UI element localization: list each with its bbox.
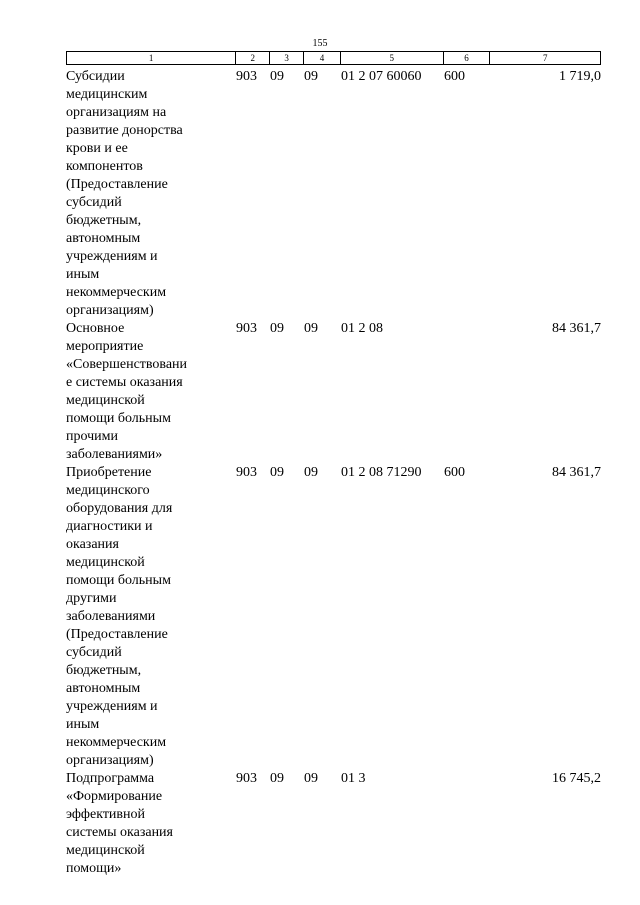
column-header-5: 5 [341, 52, 444, 64]
column-header-7: 7 [542, 53, 548, 63]
section-code: 09 [270, 69, 284, 84]
description-line: развитие донорства [66, 123, 183, 138]
description-line: системы оказания [66, 825, 173, 840]
description-line: помощи больным [66, 573, 171, 588]
target-article: 01 3 [341, 771, 366, 786]
description-line: помощи» [66, 861, 122, 876]
page-number: 155 [312, 38, 328, 49]
column-header-2: 2 [236, 52, 270, 64]
description-line: прочими [66, 429, 119, 444]
column-header-1: 1 [67, 52, 236, 64]
description-line: медицинским [66, 87, 148, 102]
column-header-4: 4 [304, 52, 341, 64]
ministry-code: 903 [236, 69, 257, 84]
description-line: заболеваниями» [66, 447, 163, 462]
table-row [66, 320, 601, 464]
description-line: организациям на [66, 105, 167, 120]
row-description [66, 464, 236, 770]
column-header-3: 3 [270, 52, 304, 64]
description-line: «Совершенствовани [66, 357, 188, 372]
description-line: некоммерческим [66, 735, 167, 750]
ministry-code: 903 [236, 465, 257, 480]
description-line: заболеваниями [66, 609, 156, 624]
description-line: медицинского [66, 483, 150, 498]
description-line: (Предоставление [66, 177, 168, 192]
description-line: компонентов [66, 159, 143, 174]
description-line: Подпрограмма [66, 771, 155, 786]
amount: 16 745,2 [552, 771, 601, 786]
section-code: 09 [270, 771, 284, 786]
description-line: автономным [66, 231, 141, 246]
amount: 1 719,0 [559, 69, 601, 84]
description-line: Приобретение [66, 465, 152, 480]
amount: 84 361,7 [552, 321, 601, 336]
description-line: организациям) [66, 753, 154, 768]
ministry-code: 903 [236, 321, 257, 336]
description-line: медицинской [66, 393, 145, 408]
description-line: оказания [66, 537, 119, 552]
description-line: некоммерческим [66, 285, 167, 300]
section-code: 09 [270, 465, 284, 480]
expense-type: 600 [444, 465, 465, 480]
ministry-code: 903 [236, 771, 257, 786]
row-description [66, 68, 236, 320]
subsection-code: 09 [304, 465, 318, 480]
subsection-code: 09 [304, 69, 318, 84]
description-line: бюджетным, [66, 663, 142, 678]
table-row [66, 68, 601, 320]
description-line: Субсидии [66, 69, 125, 84]
description-line: е системы оказания [66, 375, 183, 390]
row-description [66, 770, 236, 878]
description-line: диагностики и [66, 519, 153, 534]
description-line: субсидий [66, 195, 122, 210]
column-header-6: 6 [444, 52, 491, 64]
description-line: организациям) [66, 303, 154, 318]
subsection-code: 09 [304, 321, 318, 336]
description-line: (Предоставление [66, 627, 168, 642]
description-line: иным [66, 267, 100, 282]
target-article: 01 2 08 [341, 321, 383, 336]
description-line: медицинской [66, 843, 145, 858]
description-line: бюджетным, [66, 213, 142, 228]
description-line: другими [66, 591, 117, 606]
description-line: помощи больным [66, 411, 171, 426]
description-line: оборудования для [66, 501, 173, 516]
row-description [66, 320, 236, 464]
description-line: эффективной [66, 807, 146, 822]
budget-table [66, 68, 601, 878]
description-line: Основное [66, 321, 125, 336]
description-line: учреждениям и [66, 249, 158, 264]
table-row [66, 770, 601, 878]
subsection-code: 09 [304, 771, 318, 786]
description-line: мероприятие [66, 339, 144, 354]
amount: 84 361,7 [552, 465, 601, 480]
description-line: учреждениям и [66, 699, 158, 714]
section-code: 09 [270, 321, 284, 336]
description-line: «Формирование [66, 789, 163, 804]
expense-type: 600 [444, 69, 465, 84]
table-header [66, 51, 601, 65]
table-row [66, 464, 601, 770]
description-line: автономным [66, 681, 141, 696]
target-article: 01 2 08 71290 [341, 465, 422, 480]
description-line: субсидий [66, 645, 122, 660]
description-line: медицинской [66, 555, 145, 570]
description-line: иным [66, 717, 100, 732]
target-article: 01 2 07 60060 [341, 69, 422, 84]
description-line: крови и ее [66, 141, 128, 156]
